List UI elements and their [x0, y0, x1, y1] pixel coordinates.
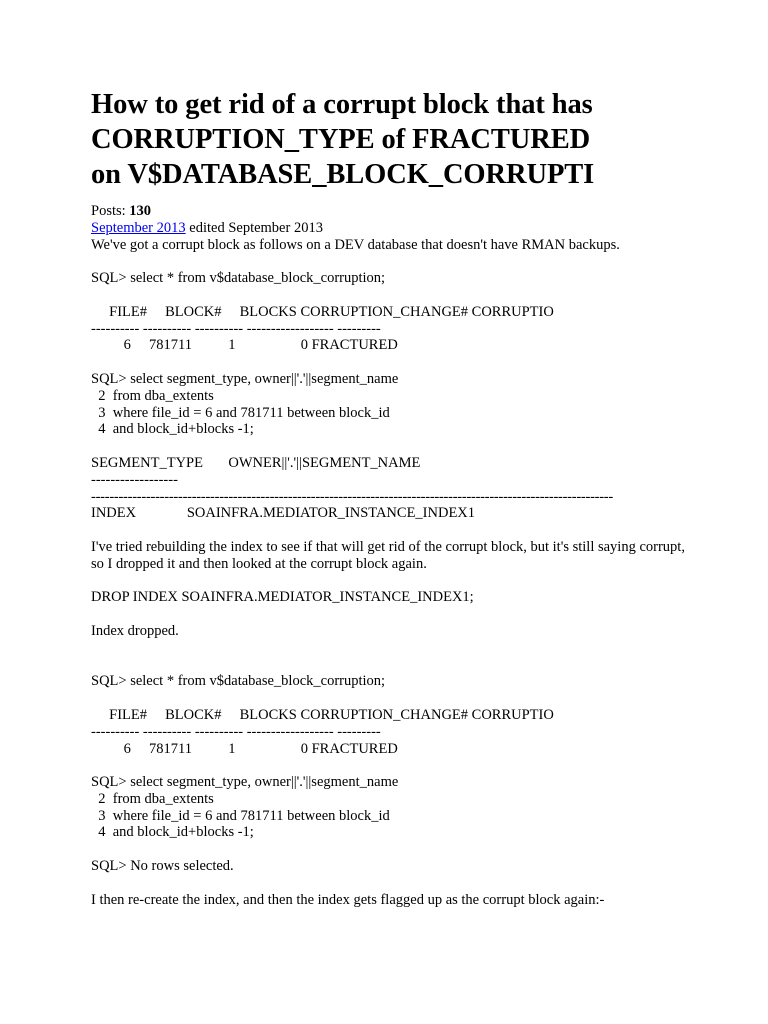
spacer [91, 253, 691, 270]
result-separator-1: ---------- ---------- ---------- ------------------ --------- [91, 320, 381, 337]
posts-count: 130 [129, 203, 152, 219]
result-row-3: 6 781711 1 0 FRACTURED [91, 740, 398, 757]
result-header-2: SEGMENT_TYPE OWNER||'.'||SEGMENT_NAME [91, 454, 421, 471]
paragraph-rebuild: I've tried rebuilding the index to see if that will get rid of the corrupt block, but it's still saying corrupt, so I dropped it and then looked at the corrupt block again. [91, 538, 685, 572]
sql-query-2-line-1: SQL> select segment_type, owner||'.'||segment_name [91, 370, 399, 387]
sql-query-4-line-4: 4 and block_id+blocks -1; [91, 824, 254, 841]
sql-query-3: SQL> select * from v$database_block_corruption; [91, 673, 386, 690]
sql-query-4-line-2: 2 from dba_extents [91, 790, 214, 807]
drop-statement: DROP INDEX SOAINFRA.MEDIATOR_INSTANCE_INDEX1; [91, 589, 474, 606]
result-row-1: 6 781711 1 0 FRACTURED [91, 337, 398, 354]
spacer [91, 522, 691, 539]
post-title-line-1: How to get rid of a corrupt block that has [91, 89, 593, 120]
post-title-line-2: CORRUPTION_TYPE of FRACTURED [91, 124, 591, 155]
spacer [91, 354, 691, 371]
spacer [91, 438, 691, 455]
spacer [91, 690, 691, 707]
spacer [91, 640, 691, 657]
spacer [91, 657, 691, 674]
sql-query-2-line-3: 3 where file_id = 6 and 781711 between block_id [91, 404, 390, 421]
post-meta-posts [91, 203, 691, 220]
paragraph-recreate: I then re-create the index, and then the index gets flagged up as the corrupt block again:- [91, 891, 605, 908]
no-rows-result: SQL> No rows selected. [91, 858, 234, 875]
result-header-3: FILE# BLOCK# BLOCKS CORRUPTION_CHANGE# CORRUPTIO [91, 706, 554, 723]
spacer [91, 757, 691, 774]
sql-query-2-line-2: 2 from dba_extents [91, 387, 214, 404]
sql-query-4-line-3: 3 where file_id = 6 and 781711 between block_id [91, 807, 390, 824]
spacer [91, 287, 691, 304]
post-body [91, 203, 691, 908]
post-date-link[interactable]: September 2013 [91, 219, 186, 236]
result-separator-3: ---------- ---------- ---------- ------------------ --------- [91, 723, 381, 740]
post-meta-date [91, 220, 691, 237]
sql-query-2-line-4: 4 and block_id+blocks -1; [91, 421, 254, 438]
post-title-line-3: on V$DATABASE_BLOCK_CORRUPTI [91, 159, 595, 190]
result-header-1: FILE# BLOCK# BLOCKS CORRUPTION_CHANGE# CORRUPTIO [91, 303, 554, 320]
post-edited-text: edited September 2013 [185, 219, 323, 236]
result-separator-2b: ------------------------------------------------------------------------------------------------------------------ [91, 488, 613, 505]
posts-label: Posts: [91, 203, 126, 219]
drop-result: Index dropped. [91, 622, 179, 639]
spacer [91, 606, 691, 623]
spacer [91, 841, 691, 858]
post-intro: We've got a corrupt block as follows on a DEV database that doesn't have RMAN backups. [91, 236, 620, 253]
result-separator-2a: ------------------ [91, 471, 178, 488]
sql-query-4-line-1: SQL> select segment_type, owner||'.'||segment_name [91, 774, 399, 791]
spacer [91, 875, 691, 892]
post-title [91, 87, 751, 192]
sql-query-1: SQL> select * from v$database_block_corruption; [91, 270, 386, 287]
spacer [91, 573, 691, 590]
result-row-2: INDEX SOAINFRA.MEDIATOR_INSTANCE_INDEX1 [91, 505, 476, 522]
